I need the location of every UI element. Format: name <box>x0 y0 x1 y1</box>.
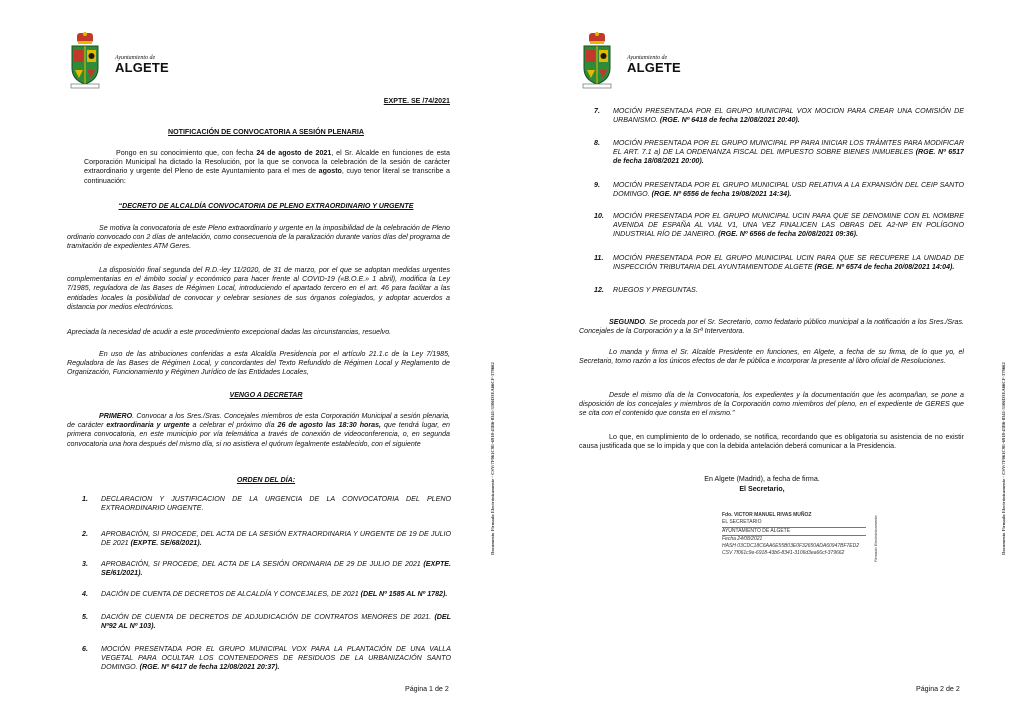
notification-heading: NOTIFICACIÓN DE CONVOCATORIA A SESIÓN PLENARIA <box>167 128 364 136</box>
place-date: En Algete (Madrid), a fecha de firma. <box>704 475 820 483</box>
document-page-1 <box>0 0 506 724</box>
agenda-item-text <box>613 107 964 125</box>
disposicion-paragraph: Desde el mismo día de la Convocatoria, los expedientes y la documentación que les acompañan, se pone a disposición de los concejales y miembros de la Corporación como miembros del pleno, en el expediente de GERES que se cita con el contenido que consta en el mismo.” <box>579 391 964 418</box>
agenda-item-number: 1. <box>82 495 88 503</box>
primero-paragraph: PRIMERO. Convocar a los Sres./Sras. Concejales miembros de esta Corporación Municipal a sesión plenaria, de carácter extraordinaria y urgente a celebrar el próximo día 26 de agosto las 18:30 horas, que tendrá lugar, en primera convocatoria, en este municipio por vía telemática a través de conexión de videoconferencia, o, en segunda convocatoria una hora después del mismo día, si no asistiera el quórum legalmente establecido, con el siguiente <box>67 412 451 448</box>
vengo-a-decretar: VENGO A DECRETAR <box>229 391 303 399</box>
side-csv-note: Documento Firmado Electrónicamente - CSV:7F061C9E-6918-43B6-8341-3106D3EA66CF-379662 <box>490 362 495 555</box>
agenda-item-reference: (EXPTE. SE/61/2021). <box>101 560 451 578</box>
agenda-item-reference: (RGE. Nº 6417 de fecha 12/08/2021 20:37). <box>139 663 280 672</box>
agenda-item <box>82 495 451 525</box>
agenda-item <box>594 212 964 242</box>
final-paragraph: Lo que, en cumplimiento de lo ordenado, se notifica, recordando que es obligatoria su asistencia de no existir causa justificada que se lo impida y que con la debida antelación deberá comunicar a la Presidencia. <box>579 433 964 451</box>
brand-wordmark <box>46 55 169 74</box>
agenda-item-text <box>613 286 964 295</box>
decree-para-3: Apreciada la necesidad de acudir a este procedimiento excepcional dadas las circunstancias, resuelvo. <box>67 328 392 336</box>
signer-role-2: AYUNTAMIENTO DE ALGETE <box>722 528 866 536</box>
agenda-item-reference: (RGE. Nº 6418 de fecha 12/08/2021 20:40). <box>659 116 800 125</box>
brand-big: ALGETE <box>115 60 169 75</box>
agenda-item-title: MOCIÓN PRESENTADA POR EL GRUPO MUNICIPAL UCIN PARA QUE SE DENOMINE CON EL NOMBRE AVENIDA DE ESPAÑA AL VIAL V1, UNA VEZ FINALICEN LAS OBRAS DEL A2-NP EN POLÍGONO INDUSTRIAL RÍO DE JANEIRO. <box>613 212 964 239</box>
agenda-item-reference: (RGE. Nº 6517 de fecha 18/08/2021 20:00). <box>613 148 964 166</box>
agenda-item-title: RUEGOS Y PREGUNTAS. <box>613 286 698 294</box>
side-csv-note: Documento Firmado Electrónicamente - CSV:7F061C9E-6918-43B6-8341-3106D3EA66CF-379662 <box>1001 362 1006 555</box>
agenda-item <box>82 560 451 590</box>
brand-small: Ayuntamiento de <box>115 55 156 61</box>
decree-title: “DECRETO DE ALCALDÍA CONVOCATORIA DE PLENO EXTRAORDINARIO Y URGENTE <box>118 202 414 210</box>
agenda-item-title: MOCIÓN PRESENTADA POR EL GRUPO MUNICIPAL VOX MOCION PARA CREAR UNA COMISIÓN DE URBANISMO. <box>613 107 964 125</box>
agenda-item-number: 4. <box>82 590 88 598</box>
agenda-item-number: 6. <box>82 645 88 653</box>
agenda-item-title: APROBACIÓN, SI PROCEDE, DEL ACTA DE LA SESIÓN ORDINARIA DE 29 DE JULIO DE 2021 <box>101 560 424 568</box>
agenda-item <box>594 254 964 284</box>
signature-csv: CSV 7f061c9e-6918-43b6-8341-3106d3ea66cf-379662 <box>722 550 845 557</box>
agenda-item-text <box>101 560 451 578</box>
agenda-item <box>594 181 964 211</box>
agenda-item <box>82 613 451 643</box>
agenda-item-title: MOCIÓN PRESENTADA POR EL GRUPO MUNICIPAL PP PARA INICIAR LOS TRÁMITES PARA MODIFICAR EL ART. 7.1 a) DE LA ORDENANZA FISCAL DEL IMPUESTO SOBRE BIENES INMUEBLES <box>613 139 964 157</box>
agenda-item-text <box>101 613 451 631</box>
orden-del-dia-heading: ORDEN DEL DÍA: <box>236 476 296 484</box>
agenda-item-number: 9. <box>594 181 600 189</box>
signature-date: Fecha 24/08/2021 <box>722 535 763 542</box>
agenda-item-number: 2. <box>82 530 88 538</box>
document-page-2 <box>512 0 1024 724</box>
agenda-item-text <box>101 590 451 599</box>
decree-para-1: Se motiva la convocatoria de este Pleno extraordinario y urgente en la imposibilidad de la celebración de Pleno ordinario convocado con 2 días de antelación, como consecuencia de la paralización durante varios días del programa de tramitación de expedientes ATM Geres. <box>67 224 450 251</box>
brand-big: ALGETE <box>627 60 681 75</box>
agenda-item-text <box>101 530 451 548</box>
agenda-item-reference: (DEL Nº 1585 AL Nº 1782). <box>360 590 448 598</box>
agenda-item <box>82 530 451 560</box>
segundo-paragraph: SEGUNDO. Se proceda por el Sr. Secretario, como fedatario público municipal a la notificación a los Sres./Sras. Concejales de la Corporación y a la Srª Interventora. <box>579 318 964 336</box>
agenda-item-text <box>613 139 964 167</box>
agenda-item-title: DECLARACION Y JUSTIFICACION DE LA URGENCIA DE LA CONVOCATORIA DEL PLENO EXTRAORDINARIO URGENTE. <box>101 495 451 513</box>
agenda-item-title: MOCIÓN PRESENTADA POR EL GRUPO MUNICIPAL UCIN PARA QUE SE RECUPERE LA UNIDAD DE INSPECCIÓN TRIBUTARIA DEL AYUNTAMIENTODE ALGETE <box>613 254 964 272</box>
signature-hash: HASH 03CDC18C6AA6E55B03E0F32650ADA60947BF7ED2 <box>722 543 860 550</box>
agenda-item-text <box>613 181 964 199</box>
secretario-label: El Secretario, <box>739 485 785 493</box>
agenda-item-number: 10. <box>594 212 604 220</box>
firma-paragraph: Lo manda y firma el Sr. Alcalde Presidente en funciones, en Algete, a fecha de su firma, de lo que yo, el Secretario, tomo razón a los únicos efectos de dar fe pública e incorporar la presente al libro oficial de Resoluciones. <box>579 348 964 366</box>
signature-block <box>722 512 866 558</box>
page-number: Página 2 de 2 <box>916 685 960 693</box>
agenda-item-reference: (RGE. Nº 6556 de fecha 19/08/2021 14:34). <box>651 190 792 199</box>
brand-wordmark <box>558 55 681 74</box>
decree-para-2: La disposición final segunda del R.D.-ley 11/2020, de 31 de marzo, por el que se adoptan medidas urgentes complementarias en el ámbito social y económico para hacer frente al COVID-19 («B.O.E.» 1 abril), modifica la Ley 7/1985, reguladora de las Bases de Régimen Local, introduciendo el apartado tercero en el art. 46 para facilitar a las entidades locales la posibilidad de convocar y celebrar sesiones de sus órganos colegiados, y adoptar acuerdos a distancia por medios electrónicos. <box>67 266 450 311</box>
agenda-item-number: 7. <box>594 107 600 115</box>
agenda-item-title: DACIÓN DE CUENTA DE DECRETOS DE ALCALDÍA Y CONCEJALES, DE 2021 <box>101 590 361 598</box>
agenda-item-reference: (DEL Nº92 AL Nº 103). <box>101 613 451 631</box>
agenda-item <box>594 107 964 137</box>
agenda-item-text <box>101 495 451 513</box>
signature-stamp: Firmado Electrónicamente <box>873 515 878 562</box>
agenda-item-text <box>101 645 451 673</box>
agenda-item <box>82 645 451 675</box>
expediente-number: EXPTE. SE /74/2021 <box>383 97 450 105</box>
agenda-item-text <box>613 212 964 240</box>
agenda-item-reference: (EXPTE. SE/68/2021). <box>130 539 202 548</box>
agenda-item-title: DACIÓN DE CUENTA DE DECRETOS DE ADJUDICACIÓN DE CONTRATOS MENORES DE 2021. <box>101 613 435 621</box>
agenda-item-number: 3. <box>82 560 88 568</box>
agenda-item <box>594 139 964 169</box>
agenda-item-title: MOCIÓN PRESENTADA POR EL GRUPO MUNICIPAL VOX PARA LA PLANTACIÓN DE UNA VALLA VEGETAL PARA OCULTAR LOS CONTENEDORES DE RESIDUOS DE LA URBANIZACIÓN SANTO DOMINGO. <box>101 645 451 672</box>
agenda-item-text <box>613 254 964 272</box>
agenda-item-reference: (RGE. Nº 6574 de fecha 20/08/2021 14:04). <box>814 263 955 272</box>
brand-small: Ayuntamiento de <box>627 55 668 61</box>
agenda-item-number: 11. <box>594 254 604 262</box>
agenda-item-number: 12. <box>594 286 604 294</box>
agenda-item <box>594 286 964 316</box>
decree-para-4: En uso de las atribuciones conferidas a esta Alcaldía Presidencia por el artículo 21.1.c de la Ley 7/1985, Reguladora de las Bases de Régimen Local, y concordantes del Texto Refundido de Régimen Local y Reglamento de Organización, Funcionamiento y Régimen Jurídico de las Entidades Locales, <box>67 350 450 377</box>
agenda-item-title: APROBACIÓN, SI PROCEDE, DEL ACTA DE LA SESIÓN EXTRAORDINARIA Y URGENTE DE 19 DE JULIO DE 2021 <box>101 530 451 548</box>
signer-role-1: EL SECRETARIO <box>722 519 866 527</box>
page-number: Página 1 de 2 <box>405 685 449 693</box>
agenda-item-number: 5. <box>82 613 88 621</box>
agenda-item-number: 8. <box>594 139 600 147</box>
agenda-item-reference: (RGE. Nº 6566 de fecha 20/08/2021 09:36). <box>718 230 858 239</box>
signer-name: Fdo. VICTOR MANUEL RIVAS MUÑOZ <box>722 512 812 518</box>
intro-paragraph: Pongo en su conocimiento que, con fecha 24 de agosto de 2021, el Sr. Alcalde en funciones de esta Corporación Municipal ha dictado la Resolución, por la que se convoca la celebración de la sesión de carácter extraordinario y urgente del Pleno de este Ayuntamiento para el mes de agosto, cuyo tenor literal se transcribe a continuación: <box>84 149 451 185</box>
agenda-item-title: MOCIÓN PRESENTADA POR EL GRUPO MUNICIPAL USD RELATIVA A LA EXPANSIÓN DEL CEIP SANTO DOMINGO. <box>613 181 964 199</box>
